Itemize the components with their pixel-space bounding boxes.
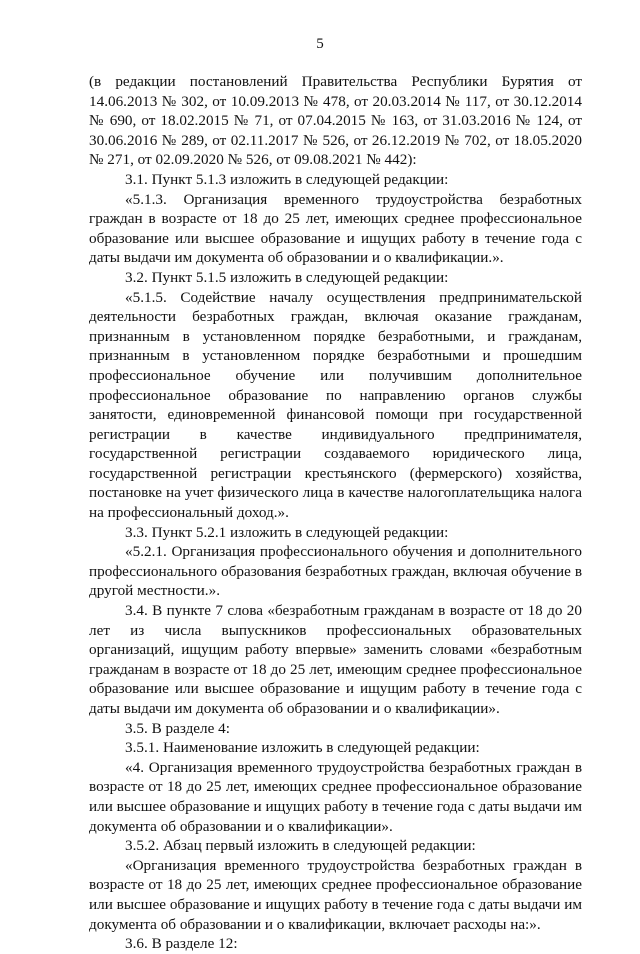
- quote-5-1-3: «5.1.3. Организация временного трудоустройства безработных граждан в возрасте от 18 до 25 лет, имеющих среднее профессиональное образование или высшее образование и ищущих работу в течение года с даты выдачи им документа об образовании и о квалификации.».: [89, 190, 582, 267]
- paragraph-3-5: 3.5. В разделе 4:: [125, 719, 230, 737]
- quote-section-4-title: «4. Организация временного трудоустройства безработных граждан в возрасте от 18 до 25 лет, имеющих среднее профессиональное образование или высшее образование и ищущих работу в течение года с даты выдачи им документа об образовании и о квалификации».: [89, 758, 582, 835]
- paragraph-3-3: 3.3. Пункт 5.2.1 изложить в следующей редакции:: [125, 523, 449, 541]
- paragraph-3-1: 3.1. Пункт 5.1.3 изложить в следующей редакции:: [125, 170, 449, 188]
- quote-section-4-first-paragraph: «Организация временного трудоустройства безработных граждан в возрасте от 18 до 25 лет, имеющих среднее профессиональное образование или высшее образование и ищущих работу в течение года с даты выдачи им документа об образовании и о квалификации, включает расходы на:».: [89, 856, 582, 933]
- document-body: [89, 72, 582, 954]
- paragraph-3-5-2: 3.5.2. Абзац первый изложить в следующей редакции:: [125, 837, 476, 855]
- paragraph-3-4: 3.4. В пункте 7 слова «безработным гражданам в возрасте от 18 до 20 лет из числа выпускников профессиональных образовательных организаций, ищущим работу впервые» заменить словами «безработным гражданам в возрасте от 18 до 25 лет, имеющим среднее профессиональное образование или высшее образование и ищущим работу в течение года с даты выдачи им документа об образовании и о квалификации».: [89, 602, 582, 717]
- quote-5-1-5: «5.1.5. Содействие началу осуществления предпринимательской деятельности безработных граждан, включая оказание гражданам, признанным в установленном порядке безработными, и гражданам, признанным в установленном порядке безработными и прошедшим профессиональное обучение или получившим дополнительное профессиональное образование по направлению органов службы занятости, единовременной финансовой помощи при государственной регистрации в качестве индивидуального предпринимателя, государственной регистрации создаваемого юридического лица, государственной регистрации крестьянского (фермерского) хозяйства, постановке на учет физического лица в качестве налогоплательщика налога на профессиональный доход.».: [89, 288, 582, 522]
- paragraph-3-5-1: 3.5.1. Наименование изложить в следующей редакции:: [125, 739, 480, 757]
- quote-5-2-1: «5.2.1. Организация профессионального обучения и дополнительного профессионального образования безработных граждан, включая обучение в другой местности.».: [89, 543, 582, 600]
- paragraph-3-2: 3.2. Пункт 5.1.5 изложить в следующей редакции:: [125, 268, 449, 286]
- paragraph-3-6: 3.6. В разделе 12:: [125, 935, 238, 953]
- page-number: 5: [316, 36, 324, 52]
- amendment-reference-paragraph: (в редакции постановлений Правительства Республики Бурятия от 14.06.2013 № 302, от 10.09.2013 № 478, от 20.03.2014 № 117, от 30.12.2014 № 690, от 18.02.2015 № 71, от 07.04.2015 № 163, от 31.03.2016 № 124, от 30.06.2016 № 289, от 02.11.2017 № 526, от 26.12.2019 № 702, от 18.05.2020 № 271, от 02.09.2020 № 526, от 09.08.2021 № 442):: [89, 73, 582, 169]
